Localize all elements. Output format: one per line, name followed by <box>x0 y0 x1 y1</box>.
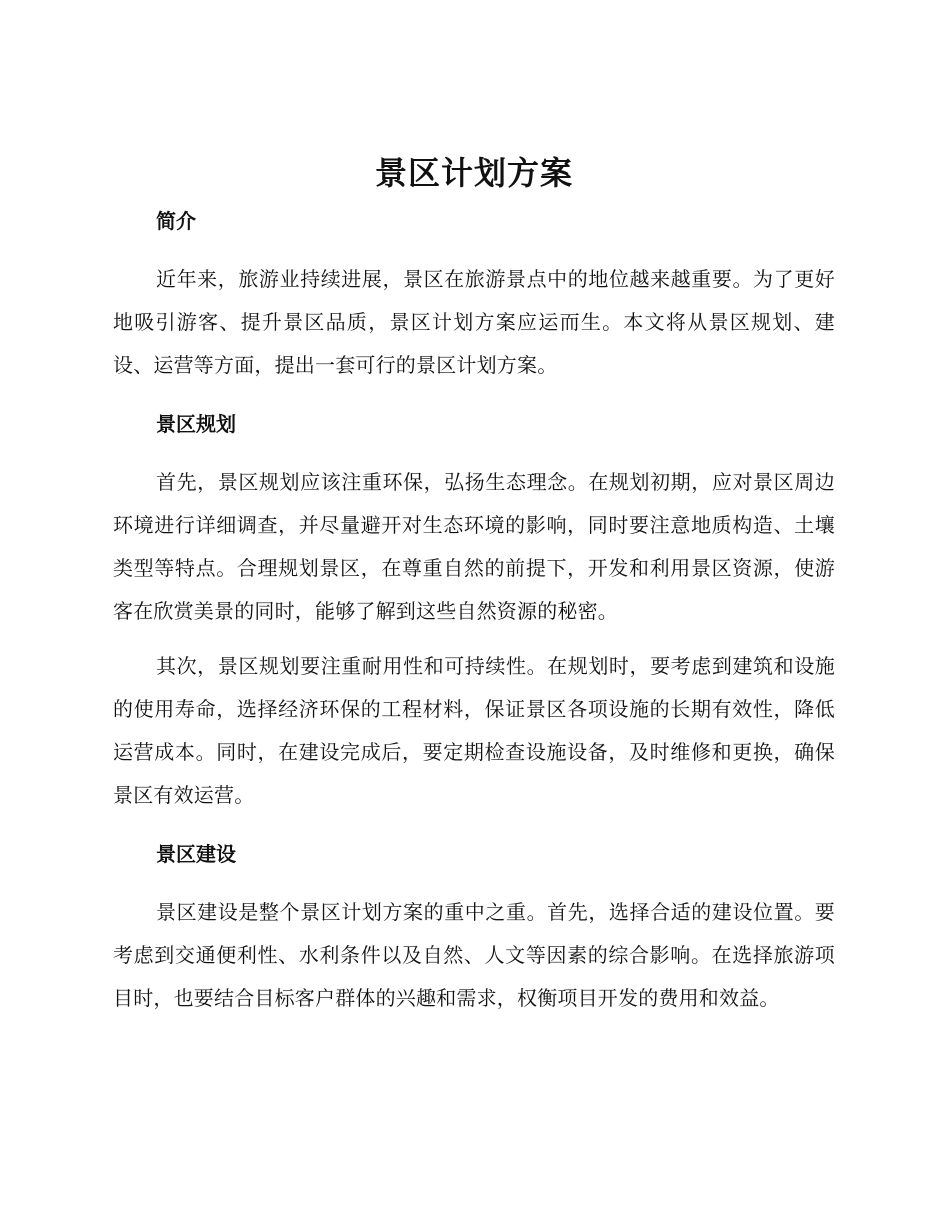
document-page <box>113 148 835 1020</box>
section-heading-construction: 景区建设 <box>156 842 236 866</box>
paragraph-planning-2: 其次，景区规划要注重耐用性和可持续性。在规划时，要考虑到建筑和设施的使用寿命，选择经济环保的工程材料，保证景区各项设施的长期有效性，降低运营成本。同时，在建设完成后，要定期检查设施设备，及时维修和更换，确保景区有效运营。 <box>113 654 835 807</box>
section-heading-planning: 景区规划 <box>156 412 236 436</box>
paragraph-construction-1: 景区建设是整个景区计划方案的重中之重。首先，选择合适的建设位置。要考虑到交通便利性、水利条件以及自然、人文等因素的综合影响。在选择旅游项目时，也要结合目标客户群体的兴趣和需求，权衡项目开发的费用和效益。 <box>113 900 835 1010</box>
paragraph-planning-1: 首先，景区规划应该注重环保，弘扬生态理念。在规划初期，应对景区周边环境进行详细调查，并尽量避开对生态环境的影响，同时要注意地质构造、土壤类型等特点。合理规划景区，在尊重自然的前提下，开发和利用景区资源，使游客在欣赏美景的同时，能够了解到这些自然资源的秘密。 <box>113 470 835 623</box>
document-title: 景区计划方案 <box>374 154 573 192</box>
paragraph-intro: 近年来，旅游业持续进展，景区在旅游景点中的地位越来越重要。为了更好地吸引游客、提升景区品质，景区计划方案应运而生。本文将从景区规划、建设、运营等方面，提出一套可行的景区计划方案。 <box>113 267 835 377</box>
section-heading-intro: 简介 <box>156 209 196 233</box>
